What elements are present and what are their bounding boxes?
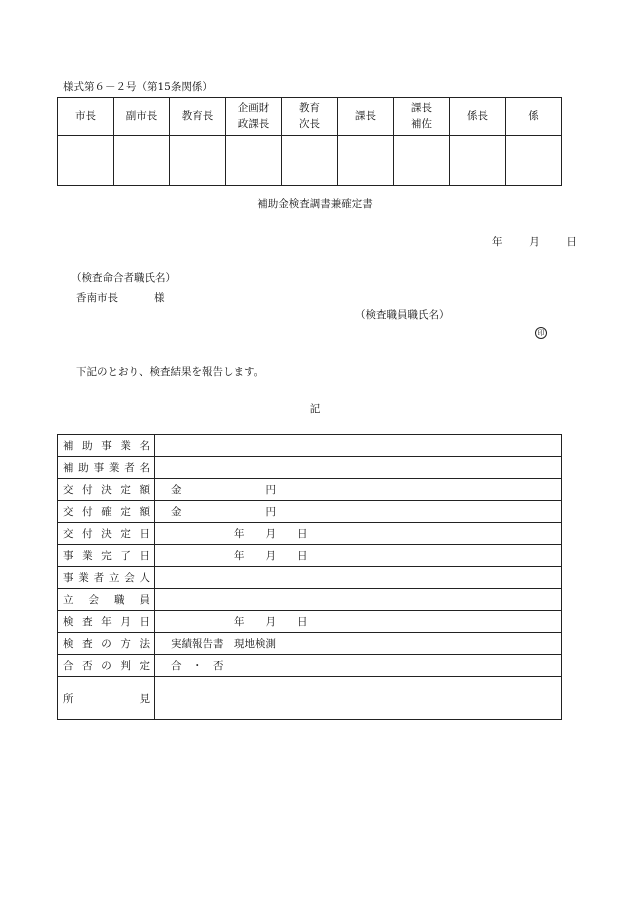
row-label-cell xyxy=(58,611,155,633)
approval-header-text: 市長 xyxy=(75,109,96,122)
row-label-char: 定 xyxy=(120,528,131,540)
row-label-char: 付 xyxy=(82,506,93,518)
table-row xyxy=(58,457,562,479)
row-label-char: 事 xyxy=(93,462,105,474)
statement-text: 下記のとおり、検査結果を報告します。 xyxy=(76,366,265,378)
table-row xyxy=(58,589,562,611)
row-label-char: 見 xyxy=(139,692,150,705)
table-row xyxy=(58,523,562,545)
row-label-cell xyxy=(58,545,155,567)
approval-stamp-cell xyxy=(58,136,114,186)
document-title: 補助金検査調書兼確定書 xyxy=(257,198,373,210)
row-label-cell xyxy=(58,677,155,720)
approval-stamp-cell xyxy=(450,136,506,186)
row-value-cell: 年 月 日 xyxy=(155,545,562,567)
row-label-char: 交 xyxy=(63,528,74,540)
row-label-char: 業 xyxy=(108,462,120,474)
row-value-cell xyxy=(155,457,562,479)
row-label-char: 事 xyxy=(63,572,74,584)
inspection-order-label: （検査命合者職氏名） xyxy=(71,272,176,284)
row-label-char: 事 xyxy=(101,440,112,452)
approval-header-text: 企画財 xyxy=(237,102,270,115)
approval-stamp-cell xyxy=(338,136,394,186)
row-label xyxy=(63,482,150,497)
table-row xyxy=(58,545,562,567)
row-label-char: 助 xyxy=(82,440,93,452)
approval-header-cell xyxy=(114,98,170,136)
row-label-char: 者 xyxy=(124,462,135,474)
table-row xyxy=(58,655,562,677)
addressee-name: 香南市長 xyxy=(76,292,118,304)
row-label-char: 決 xyxy=(101,528,112,540)
row-label-char: 合 xyxy=(63,660,74,672)
row-value-cell: 年 月 日 xyxy=(155,611,562,633)
row-label xyxy=(63,570,150,585)
row-label-char: 助 xyxy=(78,462,89,474)
row-label xyxy=(63,614,150,629)
row-value-cell xyxy=(155,677,562,720)
table-row xyxy=(58,677,562,720)
row-label-char: 判 xyxy=(120,660,131,672)
approval-stamp-cell xyxy=(282,136,338,186)
row-label-char: 額 xyxy=(139,484,150,496)
approval-header-cell xyxy=(338,98,394,136)
row-label-char: 補 xyxy=(63,462,74,474)
row-label-char: 方 xyxy=(120,638,131,650)
approval-header-text: 教育 xyxy=(299,102,320,115)
approval-header-cell xyxy=(170,98,226,136)
approval-header-text: 教育長 xyxy=(181,109,214,122)
row-label-char: 立 xyxy=(63,594,74,606)
row-value-cell: 実績報告書 現地検測 xyxy=(155,633,562,655)
seal-mark xyxy=(535,326,547,339)
approval-header-text: 係 xyxy=(528,109,539,122)
row-value-cell: 金 円 xyxy=(155,479,562,501)
row-value-cell: 合 ・ 否 xyxy=(155,655,562,677)
row-label-char: 会 xyxy=(124,572,135,584)
row-label-char: 名 xyxy=(139,462,150,474)
row-label-char: 査 xyxy=(82,616,93,628)
date-line xyxy=(492,234,577,249)
row-value-cell xyxy=(155,589,562,611)
approval-header-text: 次長 xyxy=(299,117,320,130)
approval-header-text: 副市長 xyxy=(125,109,158,122)
row-label-char: 所 xyxy=(63,692,74,705)
row-label xyxy=(63,636,150,651)
row-label-char: 業 xyxy=(120,440,131,452)
seal-icon: 印 xyxy=(535,327,547,339)
date-day-label: 日 xyxy=(566,236,577,248)
row-label-char: 立 xyxy=(108,572,120,584)
row-label-char: 員 xyxy=(139,594,150,606)
approval-header-text: 政課長 xyxy=(237,117,270,130)
addressee-honorific: 様 xyxy=(154,292,165,304)
row-label-char: 者 xyxy=(93,572,105,584)
table-row xyxy=(58,633,562,655)
row-label-char: 法 xyxy=(139,638,150,650)
row-label-char: 検 xyxy=(63,616,74,628)
date-month-label: 月 xyxy=(529,236,540,248)
row-label-char: 検 xyxy=(63,638,74,650)
row-label-cell xyxy=(58,633,155,655)
table-row xyxy=(58,611,562,633)
row-label-char: 業 xyxy=(78,572,89,584)
row-label-char: の xyxy=(101,660,112,672)
approval-stamp-cell xyxy=(506,136,562,186)
row-label-cell xyxy=(58,655,155,677)
row-label-char: 交 xyxy=(63,506,74,518)
row-label-char: 了 xyxy=(120,550,131,562)
row-label xyxy=(63,592,150,607)
approval-header-text: 課長 xyxy=(411,102,432,115)
approval-header-text: 課長 xyxy=(355,109,376,122)
row-label-char: 名 xyxy=(139,440,150,452)
date-year-label: 年 xyxy=(492,236,503,248)
row-label xyxy=(63,691,150,706)
approval-stamp-cell xyxy=(114,136,170,186)
row-label xyxy=(63,438,150,453)
approval-stamp-cell xyxy=(226,136,282,186)
approval-header-cell xyxy=(226,98,282,136)
row-label-char: 人 xyxy=(139,572,150,584)
approval-header-text: 係長 xyxy=(467,109,488,122)
row-label-char: 額 xyxy=(139,506,150,518)
row-label-char: 日 xyxy=(139,616,150,628)
row-label xyxy=(63,548,150,563)
row-label-char: 付 xyxy=(82,528,93,540)
form-number: 様式第６－２号（第15条関係） xyxy=(63,81,213,93)
approval-header-cell xyxy=(450,98,506,136)
row-label-cell xyxy=(58,589,155,611)
table-row xyxy=(58,435,562,457)
row-label-char: 会 xyxy=(88,594,99,606)
row-label-char: 定 xyxy=(120,484,131,496)
row-label-char: 月 xyxy=(120,616,131,628)
approval-header-cell xyxy=(394,98,450,136)
row-label-char: 定 xyxy=(120,506,131,518)
row-label xyxy=(63,460,150,475)
row-label-cell xyxy=(58,523,155,545)
row-value-cell: 金 円 xyxy=(155,501,562,523)
row-label-cell xyxy=(58,479,155,501)
row-label-char: 事 xyxy=(63,550,74,562)
row-label-cell xyxy=(58,501,155,523)
row-label xyxy=(63,658,150,673)
addressee xyxy=(76,290,165,305)
row-label-char: 完 xyxy=(101,550,112,562)
row-value-cell xyxy=(155,567,562,589)
row-label-char: 年 xyxy=(101,616,112,628)
inspection-details-table xyxy=(57,434,562,720)
row-label-char: 査 xyxy=(82,638,93,650)
approval-header-cell xyxy=(506,98,562,136)
table-row xyxy=(58,567,562,589)
approval-header-cell xyxy=(282,98,338,136)
row-label-char: 確 xyxy=(101,506,112,518)
approval-stamp-cell xyxy=(170,136,226,186)
row-label xyxy=(63,526,150,541)
approval-header-text: 補佐 xyxy=(411,117,432,130)
row-label-cell xyxy=(58,567,155,589)
approval-stamp-table xyxy=(57,97,562,186)
row-label-char: 職 xyxy=(114,594,125,606)
row-label-char: の xyxy=(101,638,112,650)
approval-stamp-cell xyxy=(394,136,450,186)
inspector-label: （検査職員職氏名） xyxy=(355,309,450,321)
row-label-char: 日 xyxy=(139,550,150,562)
row-value-cell: 年 月 日 xyxy=(155,523,562,545)
row-label-char: 定 xyxy=(139,660,150,672)
row-label xyxy=(63,504,150,519)
table-row xyxy=(58,479,562,501)
ki-heading: 記 xyxy=(309,403,321,415)
row-label-char: 業 xyxy=(82,550,93,562)
row-label-cell xyxy=(58,457,155,479)
row-label-char: 日 xyxy=(139,528,150,540)
row-label-cell xyxy=(58,435,155,457)
row-value-cell xyxy=(155,435,562,457)
row-label-char: 交 xyxy=(63,484,74,496)
row-label-char: 否 xyxy=(82,660,93,672)
table-row xyxy=(58,501,562,523)
approval-header-cell xyxy=(58,98,114,136)
row-label-char: 付 xyxy=(82,484,93,496)
row-label-char: 決 xyxy=(101,484,112,496)
row-label-char: 補 xyxy=(63,440,74,452)
